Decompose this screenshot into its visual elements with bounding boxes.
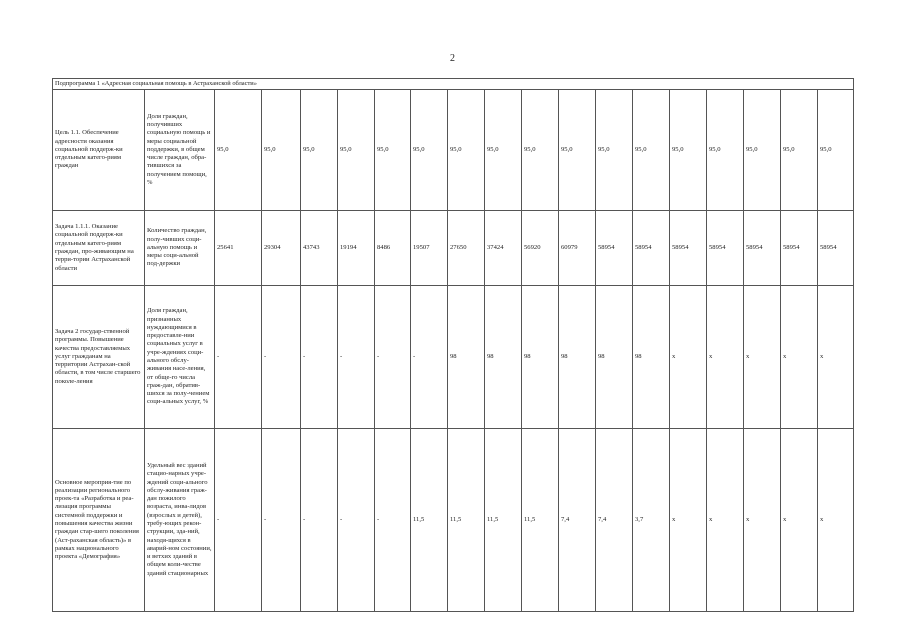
- indicator-cell: Удельный вес зданий стацио-нарных учре-ждений соци-ального обслу-живания граж-дан пожилого возраста, инва-лидов (взрослых и детей), требу-ющих рекон-струкции, зда-ний, находя-щихся в аварий-ном состоянии, и ветхих зданий в общем коли-честве зданий стационарных: [145, 429, 215, 612]
- value-cell: 95,0: [215, 90, 262, 211]
- value-cell: 58954: [781, 211, 818, 286]
- value-cell: 58954: [744, 211, 781, 286]
- value-cell: 98: [596, 286, 633, 429]
- value-cell: -: [411, 286, 448, 429]
- subprogram-row: [53, 79, 854, 90]
- value-cell: 3,7: [633, 429, 670, 612]
- value-cell: 37424: [485, 211, 522, 286]
- value-cell: x: [744, 429, 781, 612]
- value-cell: 58954: [707, 211, 744, 286]
- value-cell: 11,5: [411, 429, 448, 612]
- value-cell: 98: [485, 286, 522, 429]
- value-cell: -: [215, 286, 262, 429]
- value-cell: 95,0: [633, 90, 670, 211]
- value-cell: 95,0: [485, 90, 522, 211]
- value-cell: 7,4: [559, 429, 596, 612]
- value-cell: -: [262, 286, 301, 429]
- table-row: [53, 211, 854, 286]
- value-cell: 60979: [559, 211, 596, 286]
- value-cell: 95,0: [338, 90, 375, 211]
- value-cell: -: [338, 429, 375, 612]
- value-cell: 95,0: [375, 90, 411, 211]
- value-cell: x: [818, 286, 854, 429]
- value-cell: -: [301, 286, 338, 429]
- table-row: [53, 286, 854, 429]
- value-cell: 95,0: [559, 90, 596, 211]
- value-cell: 95,0: [448, 90, 485, 211]
- value-cell: 98: [522, 286, 559, 429]
- value-cell: 95,0: [707, 90, 744, 211]
- value-cell: x: [781, 429, 818, 612]
- value-cell: -: [338, 286, 375, 429]
- value-cell: 58954: [670, 211, 707, 286]
- table-row: [53, 90, 854, 211]
- value-cell: x: [818, 429, 854, 612]
- value-cell: 95,0: [522, 90, 559, 211]
- value-cell: -: [262, 429, 301, 612]
- value-cell: -: [375, 286, 411, 429]
- value-cell: 11,5: [448, 429, 485, 612]
- value-cell: x: [670, 286, 707, 429]
- value-cell: 95,0: [744, 90, 781, 211]
- value-cell: 98: [448, 286, 485, 429]
- value-cell: x: [781, 286, 818, 429]
- value-cell: x: [670, 429, 707, 612]
- value-cell: 95,0: [301, 90, 338, 211]
- value-cell: 19507: [411, 211, 448, 286]
- value-cell: 19194: [338, 211, 375, 286]
- value-cell: 8486: [375, 211, 411, 286]
- value-cell: 11,5: [522, 429, 559, 612]
- indicator-cell: Количество граждан, полу-чивших соци-альную помощь и меры соци-альной под-держки: [145, 211, 215, 286]
- value-cell: 95,0: [670, 90, 707, 211]
- value-cell: 27650: [448, 211, 485, 286]
- value-cell: 95,0: [411, 90, 448, 211]
- value-cell: 95,0: [818, 90, 854, 211]
- value-cell: -: [301, 429, 338, 612]
- value-cell: x: [744, 286, 781, 429]
- value-cell: x: [707, 286, 744, 429]
- goal-cell: Цель 1.1. Обеспечение адресности оказания социальной поддерж-ки отдельным катего-риям граждан: [53, 90, 145, 211]
- goal-cell: Основное мероприя-тие по реализации регионального проек-та «Разработка и реа-лизация программы системной поддержки и повышения качества жизни граждан стар-шего поколения (Аст-раханская область)» в рамках национального проекта «Демография»: [53, 429, 145, 612]
- value-cell: -: [215, 429, 262, 612]
- value-cell: 25641: [215, 211, 262, 286]
- value-cell: 98: [633, 286, 670, 429]
- value-cell: 43743: [301, 211, 338, 286]
- value-cell: 58954: [818, 211, 854, 286]
- value-cell: 29304: [262, 211, 301, 286]
- indicator-cell: Доля граждан, получивших социальную помощь и меры социальной поддержки, в общем числе граждан, обра-тившихся за получением помощи, %: [145, 90, 215, 211]
- value-cell: 95,0: [781, 90, 818, 211]
- page-number: 2: [450, 53, 455, 64]
- goal-cell: Задача 2 государ-ственной программы. Повышение качества предоставляемых услуг гражданам на территории Астрахан-ской области, в том числе старшего поколе-ления: [53, 286, 145, 429]
- subprogram-title: Подпрограмма 1 «Адресная социальная помощь в Астраханской области»: [53, 79, 854, 90]
- value-cell: 95,0: [262, 90, 301, 211]
- value-cell: 98: [559, 286, 596, 429]
- value-cell: 56920: [522, 211, 559, 286]
- value-cell: 11,5: [485, 429, 522, 612]
- value-cell: 58954: [633, 211, 670, 286]
- value-cell: 58954: [596, 211, 633, 286]
- value-cell: 7,4: [596, 429, 633, 612]
- value-cell: -: [375, 429, 411, 612]
- indicators-table: [52, 78, 854, 612]
- goal-cell: Задача 1.1.1. Оказание социальной поддерж-ки отдельным катего-риям граждан, про-живающим на терри-тории Астраханской области: [53, 211, 145, 286]
- value-cell: 95,0: [596, 90, 633, 211]
- value-cell: x: [707, 429, 744, 612]
- table-row: [53, 429, 854, 612]
- indicator-cell: Доля граждан, признанных нуждающимися в предоставле-нии социальных услуг в учре-ждениях соци-ального обслу-живания насе-ления, от обще-го числа граж-дан, обратив-шихся за полу-чением соци-альных услуг, %: [145, 286, 215, 429]
